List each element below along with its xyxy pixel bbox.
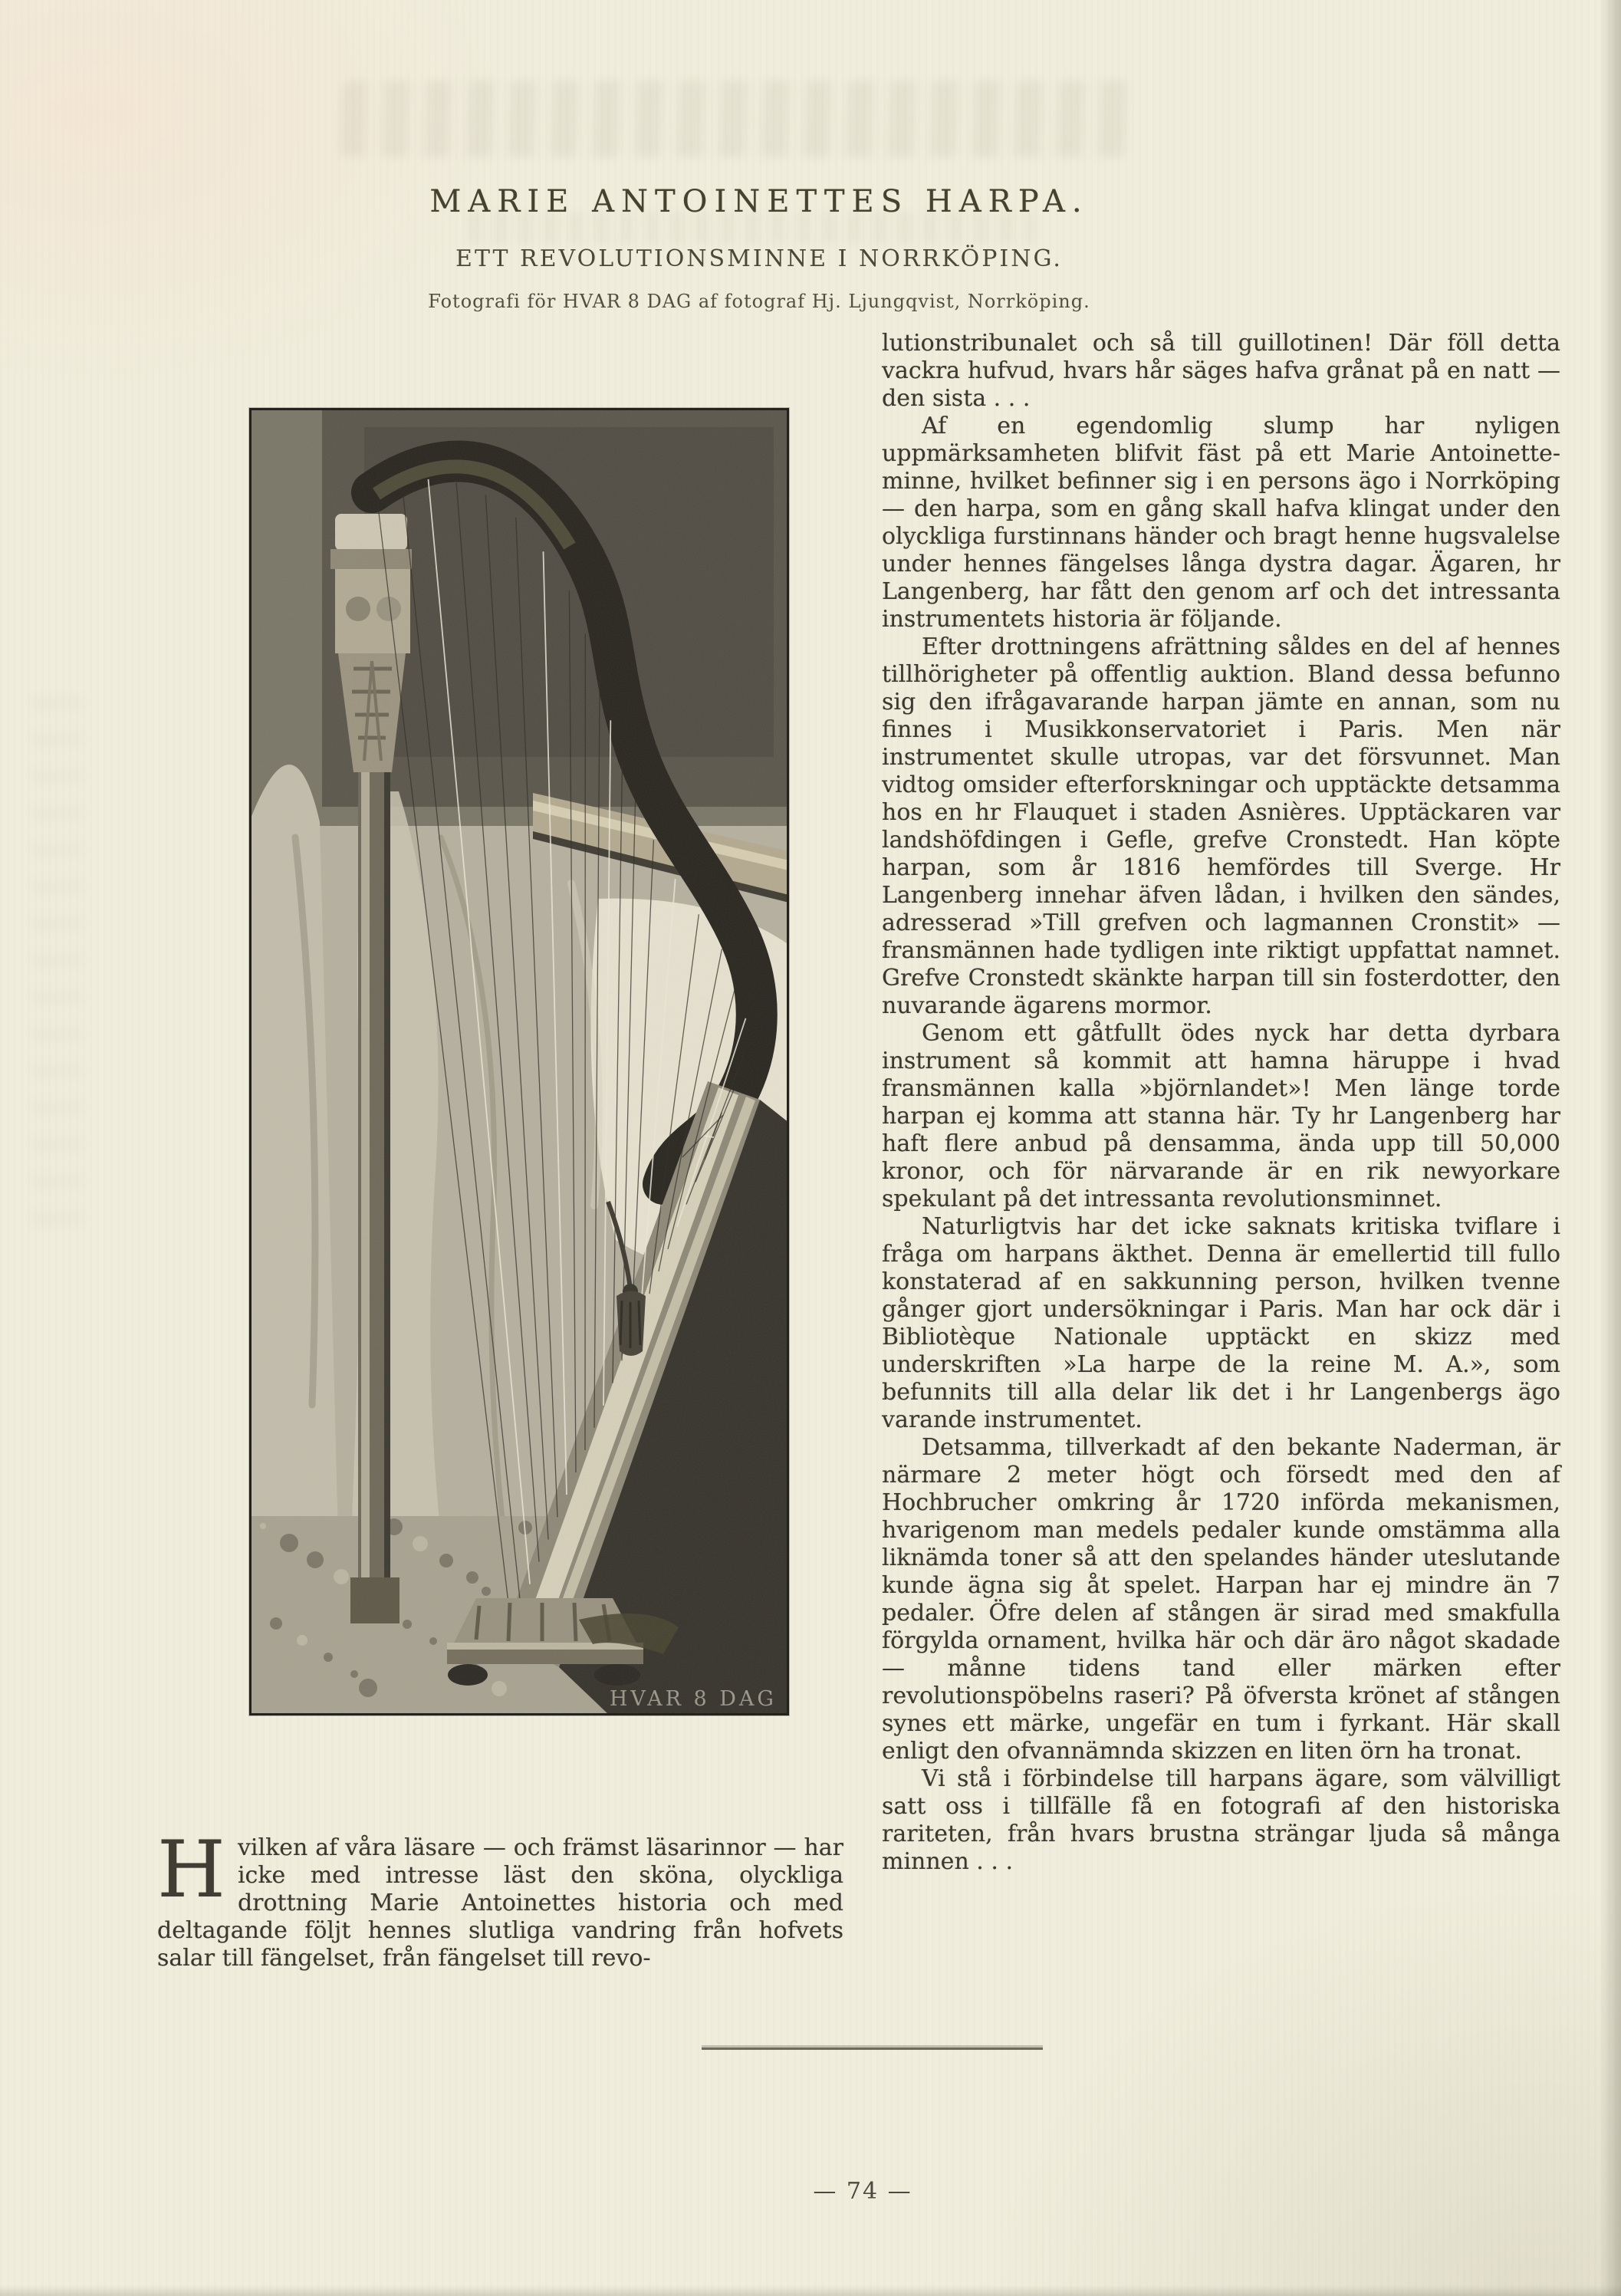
article-intro-column: [157, 1824, 843, 1972]
page-number: — 74 —: [813, 2178, 912, 2205]
article-subtitle: ETT REVOLUTIONSMINNE I NORRKÖPING.: [455, 245, 1063, 272]
page-edge-shadow-right: [1600, 0, 1621, 2296]
body-paragraph: Vi stå i förbindelse till harpans ägare, som välvilligt satt oss i tillfälle få en fotografi af den historiska rariteten, från hvars brustna strängar ljuda så många minnen . . .: [882, 1765, 1560, 1875]
body-paragraph: Efter drottningens afrättning såldes en del af hennes tillhörigheter på offentlig auktion. Bland dessa befunno sig den ifrågavarande harpan jämte en annan, som nu finnes i Musikkonservatoriet i Paris. Men när instrumentet skulle utropas, var det försvunnet. Man vidtog omsider efterforskningar och upptäckte detsamma hos en hr Flauquet i staden Asnières. Upptäckaren var landshöfdingen i Gefle, grefve Cronstedt. Han köpte harpan, som år 1816 hemfördes till Sverge. Hr Langenberg innehar äfven lådan, i hvilken den sändes, adresserad »Till grefven och lagmannen Cronstit» — fransmännen hade tydligen inte riktigt uppfattat namnet. Grefve Cronstedt skänkte harpan till sin fosterdotter, den nuvarande ägarens mormor.: [882, 633, 1560, 1019]
photo-credit-line: Fotografi för HVAR 8 DAG af fotograf Hj. Ljungqvist, Norrköping.: [428, 291, 1090, 312]
section-divider-rule: [702, 2048, 1043, 2050]
bleedthrough-text-top: [340, 81, 1132, 157]
photo-grain-overlay: [249, 408, 789, 1715]
body-paragraph: Genom ett gåtfullt ödes nyck har detta dyrbara instrument så kommit att hamna häruppe i hvad fransmännen kalla »björnlandet»! Men länge torde harpan ej komma att stanna här. Ty hr Langenberg har haft flere anbud på densamma, ända upp till 50,000 kronor, och för närvarande är en rik newyorkare spekulant på det intressanta revolutionsminnet.: [882, 1020, 1560, 1212]
intro-text: vilken af våra läsare — och främst läsarinnor — har icke med intresse läst den sköna, olyckliga drottning Marie Antoinettes historia och med deltagande följt hennes slutliga vandring från hofvets salar till fängelset, från fängelset till revo-: [157, 1834, 843, 1972]
photo-watermark: HVAR 8 DAG: [609, 1687, 777, 1711]
article-title: MARIE ANTOINETTES HARPA.: [429, 184, 1089, 219]
body-paragraph: Naturligtvis har det icke saknats kritiska tviflare i fråga om harpans äkthet. Denna är emellertid till fullo konstaterad af en sakkunning person, hvilken tvenne gånger gjort undersökningar i Paris. Man har ock där i Bibliotèque Nationale upptäckt en skizz med underskriften »La harpe de la reine M. A.», som befunnits till alla delar lik det i hr Langenbergs ägo varande instrumentet.: [882, 1213, 1560, 1433]
drop-cap: H: [157, 1824, 225, 1916]
page-edge-shadow-bottom: [0, 2285, 1621, 2296]
bleedthrough-left-margin: [31, 690, 84, 1227]
article-body-column: [882, 330, 1560, 1876]
harp-photo-illustration: [249, 408, 789, 1715]
body-paragraph: lutionstribunalet och så till guillotinen! Där föll detta vackra hufvud, hvars hår säges hafva grånat på en natt — den sista . . .: [882, 330, 1560, 412]
article-header: [8, 184, 1511, 312]
intro-paragraph: [157, 1824, 843, 1972]
harp-photograph: [249, 408, 789, 1715]
body-paragraph: Af en egendomlig slump har nyligen uppmärksamheten blifvit fäst på ett Marie Antoinette-minne, hvilket befinner sig i en persons ägo i Norrköping — den harpa, som en gång skall hafva klingat under den olyckliga furstinnans händer och bragt henne hugsvalelse under hennes fängelses långa dystra dagar. Ägaren, hr Langenberg, har fått den genom arf och det intressanta instrumentets historia är följande.: [882, 413, 1560, 633]
body-paragraph: Detsamma, tillverkadt af den bekante Naderman, är närmare 2 meter högt och försedt med den af Hochbrucher omkring år 1720 införda mekanismen, hvarigenom man medels pedaler kunde omstämma alla liknämda toner så att den spelandes händer uteslutande kunde ägna sig åt spelet. Harpan har ej mindre än 7 pedaler. Öfre delen af stången är sirad med smakfulla förgylda ornament, hvilka här och där äro något skadade — månne tidens tand eller märken efter revolutionspöbelns raseri? På öfversta krönet af stången synes ett märke, ungefär en tum i fyrkant. Här skall enligt den ofvannämnda skizzen en liten örn ha tronat.: [882, 1434, 1560, 1765]
